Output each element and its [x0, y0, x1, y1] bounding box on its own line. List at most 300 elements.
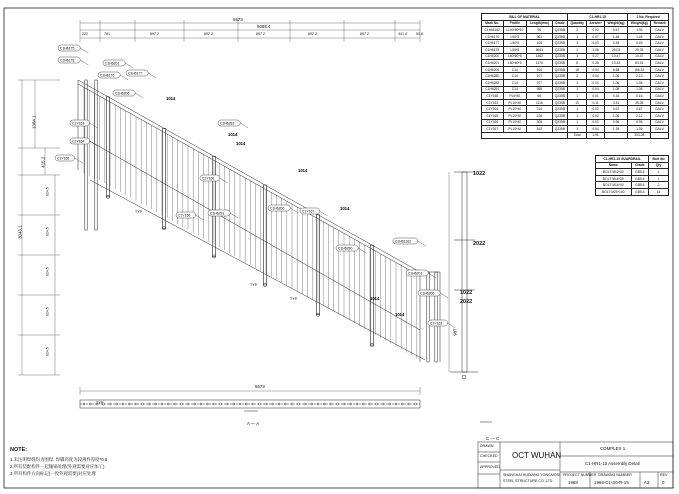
- bom-cell: 226: [527, 112, 553, 119]
- bom-cell: PL10*40: [503, 112, 527, 119]
- bom-row: [482, 79, 669, 86]
- leader-line: [75, 158, 83, 163]
- bom-cell: Q235B: [552, 53, 567, 60]
- weld-callout-1014: 1014: [236, 141, 246, 146]
- bom-cell: 2.12: [628, 112, 651, 119]
- part-tag-text: C1H6176: [100, 73, 115, 78]
- bom-cell: L50*5: [503, 33, 527, 40]
- bottom-stringer: [90, 180, 425, 360]
- bom-cell: C1H6200: [482, 53, 504, 60]
- bom-row: [482, 53, 669, 60]
- dim-right-2022-top: 2022: [473, 241, 486, 247]
- bom-cell: 1.39: [628, 126, 651, 133]
- tb-drawing-title: C1-HR1-15 Assembly Detail: [585, 461, 640, 466]
- section-c-c: [449, 172, 492, 422]
- bom-cell: 1462: [527, 53, 553, 60]
- tb-project: COMPLEX 1: [600, 446, 626, 451]
- part-tag-text: C1H6177: [128, 71, 143, 76]
- part-tag-text: C1H6280: [338, 246, 353, 251]
- bom-cell: 977: [527, 79, 553, 86]
- note-line: 2.所有装配构件一起镚锅处理(外观需要对应加工): [10, 463, 105, 469]
- typ-marker: TYP.: [290, 297, 298, 301]
- bom-cell: GALV.: [651, 112, 669, 119]
- bom-total-area: 1.91: [587, 132, 605, 139]
- bom-cell: GALV.: [651, 86, 669, 93]
- bolt-header-cell: Qty: [649, 162, 669, 169]
- bom-cell: C1H6178: [482, 46, 504, 53]
- bolt-list-table: [595, 155, 669, 196]
- bom-row: [482, 73, 669, 80]
- part-tag-text: C1Y167: [302, 209, 315, 214]
- bom-cell: Q235B: [552, 46, 567, 53]
- bom-cell: C1H61162: [482, 27, 504, 34]
- bom-cell: 961: [527, 33, 553, 40]
- bom-cell: C14: [503, 79, 527, 86]
- bom-cell: 1.39: [604, 126, 627, 133]
- bom-cell: 1.06: [604, 73, 627, 80]
- bolt-cell: GB5.6: [631, 169, 649, 176]
- bom-cell: C14: [503, 86, 527, 93]
- bom-cell: 6643: [527, 46, 553, 53]
- dim-top-seg-text: 90.6: [416, 32, 423, 36]
- leader-line: [418, 241, 426, 246]
- bom-header-cell: Area/m²: [587, 20, 605, 27]
- bom-cell: 985: [527, 86, 553, 93]
- bom-cell: 1: [568, 119, 587, 126]
- bolt-cell: BOLT M16*40: [596, 182, 632, 189]
- leader-line: [448, 323, 456, 328]
- tb-builder-2: STEEL STRUCTURE CO.,LTD.: [503, 479, 554, 483]
- bolt-cell: BOLT M12*30: [596, 169, 632, 176]
- bom-cell: GALV.: [651, 27, 669, 34]
- bom-cell: C1H6177: [482, 40, 504, 47]
- bom-header-cell: Mark No.: [482, 20, 504, 27]
- tb-drawn: DRAWN: [480, 444, 494, 448]
- weld-callout-1014: 1014: [340, 206, 350, 211]
- bom-cell: C14: [503, 66, 527, 73]
- bom-cell: 0.11: [587, 99, 605, 106]
- bom-cell: 0.67: [628, 106, 651, 113]
- bom-cell: PL10*40: [503, 99, 527, 106]
- bom-cell: 0.49: [604, 40, 627, 47]
- bom-assembly: C1-HR1-15: [568, 14, 628, 21]
- bom-header-cell: Profile: [503, 20, 527, 27]
- dim-left-seg-text: 624.5: [45, 347, 50, 357]
- bom-cell: GALV.: [651, 46, 669, 53]
- landing-post: [85, 80, 87, 230]
- bom-cell: 0.27: [587, 53, 605, 60]
- bom-row: [482, 66, 669, 73]
- bom-cell: 25.03: [628, 46, 651, 53]
- leader-line: [90, 141, 98, 146]
- bom-cell: 1.06: [604, 112, 627, 119]
- bom-header-cell: Length(mm): [527, 20, 553, 27]
- bom-cell: Q235B: [552, 66, 567, 73]
- leader-line: [220, 178, 228, 183]
- bom-cell: Q235B: [552, 40, 567, 47]
- leader-line: [80, 60, 88, 65]
- tb-proj-no-label: PROJECT NUMBER: [563, 473, 597, 477]
- bom-header-cell: Weight(kg): [628, 20, 651, 27]
- bom-cell: 1.46: [628, 33, 651, 40]
- part-tag-text: C1Y165: [57, 156, 70, 161]
- bom-cell: 1.46: [604, 33, 627, 40]
- bom-cell: Q235B: [552, 33, 567, 40]
- part-tag-text: C1Y164: [72, 139, 85, 144]
- bom-cell: 1.35: [628, 27, 651, 34]
- bom-title: BILL OF MATERIAL: [482, 14, 568, 21]
- notes-title: NOTE:: [10, 447, 28, 453]
- bom-cell: C1H6280: [482, 73, 504, 80]
- tb-company: OCT WUHAN: [512, 451, 562, 460]
- bom-cell: 1: [568, 40, 587, 47]
- bom-cell: 1: [568, 112, 587, 119]
- tb-dwg-no: 1968-C1-S0-R-15: [594, 480, 629, 485]
- bom-cell: 69: [527, 93, 553, 100]
- bom-cell: 0.02: [587, 112, 605, 119]
- dim-left-seg-text: 624.5: [45, 187, 50, 197]
- bom-cell: L60*60*5: [503, 53, 527, 60]
- bom-cell: C1Y164: [482, 106, 504, 113]
- tb-proj-no: 1968: [568, 480, 578, 485]
- bom-cell: 443: [527, 126, 553, 133]
- bolt-right-label: Bolt list: [649, 156, 669, 163]
- bom-row: [482, 40, 669, 47]
- bom-cell: 1.06: [604, 79, 627, 86]
- bom-cell: 18: [568, 66, 587, 73]
- part-tag-text: C1H61162: [395, 239, 411, 244]
- tb-builder-1: SHANGHAI HUDIANG YONGMOSI: [503, 473, 561, 477]
- bom-cell: 1470: [527, 60, 553, 67]
- bom-cell: 0.04: [587, 73, 605, 80]
- bom-cell: 90: [527, 27, 553, 34]
- bom-cell: 1.06: [587, 46, 605, 53]
- bom-cell: 0.01: [587, 93, 605, 100]
- bom-row: [482, 93, 669, 100]
- bom-cell: Q235B: [552, 27, 567, 34]
- bom-cell: GALV.: [651, 119, 669, 126]
- bom-cell: Q235B: [552, 119, 567, 126]
- note-line: 3.所有构件方向标记(一致外观需要)对应处理: [10, 471, 96, 477]
- bom-cell: 977: [527, 73, 553, 80]
- dim-top-seg-text: 897.2: [150, 32, 159, 36]
- bom-cell: 8: [568, 60, 587, 67]
- bom-cell: C1H6283: [482, 79, 504, 86]
- leader-line: [320, 211, 328, 216]
- tb-rev: 0: [662, 480, 665, 485]
- bom-cell: 305: [527, 119, 553, 126]
- bom-cell: 0.16: [604, 93, 627, 100]
- bom-cell: GALV.: [651, 73, 669, 80]
- landing-post: [95, 80, 97, 230]
- bom-cell: 1: [568, 33, 587, 40]
- bom-cell: 0.07: [587, 33, 605, 40]
- leader-line: [230, 213, 238, 218]
- bom-cell: Q235B: [552, 126, 567, 133]
- typ-marker: TYP.: [250, 283, 258, 287]
- bom-cell: GALV.: [651, 33, 669, 40]
- leader-line: [148, 73, 156, 78]
- bom-cell: GALV.: [651, 79, 669, 86]
- bolt-cell: BOLT M16*35: [596, 175, 632, 182]
- general-notes: [10, 448, 107, 477]
- bom-cell: 0.67: [604, 27, 627, 34]
- bom-cell: GALV.: [651, 53, 669, 60]
- bolt-title: C1-HR1-15 GUARDRAIL: [596, 156, 649, 163]
- bom-row: [482, 106, 669, 113]
- dim-bottom-overall: 5573: [255, 384, 265, 389]
- part-tag-text: C1H6283: [220, 121, 235, 126]
- tb-approved: APPROVED: [480, 465, 500, 469]
- leader-line: [125, 63, 133, 68]
- tb-checked: CHECKED: [480, 454, 498, 458]
- bom-cell: Q235B: [552, 73, 567, 80]
- weld-callout-1014: 1014: [298, 168, 308, 173]
- part-tag-text: C1H6178: [60, 58, 75, 63]
- bom-cell: 2: [568, 73, 587, 80]
- leader-line: [440, 293, 448, 298]
- bolt-cell: BOLT M20*100: [596, 188, 632, 195]
- notes-lines: [10, 458, 107, 477]
- bom-cell: Q235B: [552, 86, 567, 93]
- weld-callout-1014: 1014: [370, 296, 380, 301]
- leader-line: [240, 123, 248, 128]
- part-tag-text: C1Y163: [72, 121, 85, 126]
- bom-row: [482, 46, 669, 53]
- bom-row: [482, 99, 669, 106]
- bom-cell: Q235B: [552, 79, 567, 86]
- tb-rev-label: REV: [660, 473, 668, 477]
- leader-line: [358, 248, 366, 253]
- leader-line: [196, 215, 204, 220]
- bom-cell: L50*5: [503, 40, 527, 47]
- bolt-cell: 1: [649, 169, 669, 176]
- part-tag-text: C1H6291: [210, 211, 225, 216]
- bom-cell: 0.04: [587, 86, 605, 93]
- bom-cell: 0.28: [587, 60, 605, 67]
- part-tags: [55, 45, 456, 405]
- main-post: [107, 97, 110, 197]
- bom-cell: 0.96: [628, 119, 651, 126]
- section-anchor: [462, 375, 466, 379]
- bolt-cell: 14: [649, 188, 669, 195]
- bom-cell: 156.32: [628, 66, 651, 73]
- bom-cell: PL6*50: [503, 93, 527, 100]
- bom-cell: 1: [568, 46, 587, 53]
- typ-marker: TYP.: [96, 401, 104, 405]
- bom-cell: GALV.: [651, 93, 669, 100]
- bom-cell: C1Y167: [482, 126, 504, 133]
- section-label-cc: C — C: [486, 436, 500, 441]
- dim-left-seg-text: 624.5: [45, 267, 50, 277]
- dim-left-sub1: 1384.1: [31, 115, 37, 129]
- bom-cell: 0.49: [628, 40, 651, 47]
- bom-cell: C1H6201: [482, 60, 504, 67]
- bom-cell: 0.16: [628, 93, 651, 100]
- bom-header-cell: Grade: [552, 20, 567, 27]
- leader-line: [80, 48, 88, 53]
- bolt-row: [596, 175, 669, 182]
- bom-cell: PL10*40: [503, 126, 527, 133]
- bom-cell: 1: [568, 106, 587, 113]
- bom-cell: C14: [503, 73, 527, 80]
- weld-callout-1014: 1014: [395, 312, 405, 317]
- bom-cell: 35.05: [628, 99, 651, 106]
- dim-left-seg-text: 624.5: [45, 227, 50, 237]
- bom-cell: 0.02: [587, 106, 605, 113]
- bolt-row: [596, 188, 669, 195]
- bom-cell: 0.04: [587, 126, 605, 133]
- bom-cell: 1.06: [628, 79, 651, 86]
- leader-line: [90, 123, 98, 128]
- bom-cell: Q235B: [552, 106, 567, 113]
- handrail-top: [78, 80, 420, 272]
- bom-cell: 83.41: [628, 60, 651, 67]
- bom-cell: GALV.: [651, 106, 669, 113]
- dim-top-seg-text: 897.2: [360, 32, 369, 36]
- bom-cell: 0.96: [604, 119, 627, 126]
- bolt-cell: GB5.6: [631, 175, 649, 182]
- part-tag-text: C1H6175: [60, 46, 75, 51]
- dim-top-sub: 5088.4: [257, 24, 271, 29]
- bom-row: [482, 112, 669, 119]
- tb-dwg-no-label: DRAWING NUMBER: [598, 473, 632, 477]
- bolt-cell: GB5.6: [631, 182, 649, 189]
- section-label-aa: A — A: [247, 421, 260, 426]
- dim-right-1022-low: 1022: [460, 290, 473, 296]
- bom-cell: Q235B: [552, 112, 567, 119]
- bom-cell: 0.03: [587, 40, 605, 47]
- bom-cell: C1Y165: [482, 112, 504, 119]
- leader-line: [120, 75, 128, 80]
- bom-cell: 10: [568, 99, 587, 106]
- bom-cell: Q235B: [552, 99, 567, 106]
- note-line: 1.未注明焊缝均为围焊, 焊脚高度为较薄件厚度*0.8: [10, 456, 108, 462]
- bom-cell: 3.51: [604, 99, 627, 106]
- bom-cell: C1Y166: [482, 119, 504, 126]
- bom-cell: 1: [568, 53, 587, 60]
- bom-header-cell: Remark: [651, 20, 669, 27]
- bom-cell: Q235B: [552, 60, 567, 67]
- tb-size: A3: [644, 480, 650, 485]
- bom-cell: 910: [527, 66, 553, 73]
- bom-total-weight: 303.08: [628, 132, 651, 139]
- bom-row: [482, 126, 669, 133]
- section-post: [462, 172, 467, 372]
- bom-cell: 0.67: [604, 106, 627, 113]
- dim-top-seg-text: 897.2: [308, 32, 317, 36]
- dim-top-seg-text: 897.2: [256, 32, 265, 36]
- dim-top-overall: 5573: [233, 17, 243, 22]
- dim-top-seg-text: 222: [82, 32, 88, 36]
- bom-cell: 1.08: [628, 86, 651, 93]
- bom-cell: 1: [568, 79, 587, 86]
- dim-left-overall: 3043.1: [17, 225, 23, 239]
- bom-required: 1 No. Required: [628, 14, 669, 21]
- bom-cell: 0.04: [587, 79, 605, 86]
- bom-cell: 105: [527, 40, 553, 47]
- bolt-cell: 2: [649, 182, 669, 189]
- bolt-cell: GB5.6: [631, 188, 649, 195]
- bom-total-label: Total: [568, 132, 587, 139]
- bom-cell: 25.03: [604, 46, 627, 53]
- bolt-cell: 1: [649, 175, 669, 182]
- bolt-row: [596, 182, 669, 189]
- plan-view-a-a: [80, 400, 420, 411]
- bom-cell: 1116: [527, 99, 553, 106]
- bom-cell: 1: [568, 126, 587, 133]
- bom-header-cell: Quantity: [568, 20, 587, 27]
- bom-cell: 0.03: [587, 119, 605, 126]
- bom-cell: L50*5: [503, 46, 527, 53]
- dim-left-seg-text: 624.5: [45, 307, 50, 317]
- bom-cell: 0.04: [587, 66, 605, 73]
- bom-row: [482, 60, 669, 67]
- weld-callout-1014: 1014: [228, 132, 238, 137]
- bom-cell: C1H6206: [482, 66, 504, 73]
- part-tag-text: C1Y166: [202, 176, 215, 181]
- bom-cell: GALV.: [651, 99, 669, 106]
- bolt-header-cell: Grade: [631, 162, 649, 169]
- main-post: [163, 128, 166, 228]
- bom-cell: GALV.: [651, 126, 669, 133]
- bom-cell: 1.08: [604, 86, 627, 93]
- part-tag-text: C1Y163: [430, 321, 443, 326]
- bom-cell: GALV.: [651, 40, 669, 47]
- bom-cell: C1H6176: [482, 33, 504, 40]
- bom-cell: 2.13: [628, 73, 651, 80]
- leader-line: [135, 93, 143, 98]
- bom-cell: 10.47: [628, 53, 651, 60]
- bom-cell: 1: [568, 86, 587, 93]
- part-tag-text: C1H6206: [420, 291, 435, 296]
- bom-cell: PL10*40: [503, 106, 527, 113]
- bolt-row: [596, 169, 669, 176]
- bom-row: [482, 119, 669, 126]
- part-tag-text: C1H6201: [408, 271, 423, 276]
- typ-marker: TYP.: [135, 210, 143, 214]
- part-tag-text: C1H6200: [270, 206, 285, 211]
- bom-cell: 10.47: [604, 53, 627, 60]
- bom-cell: 10.43: [604, 60, 627, 67]
- bom-row: [482, 86, 669, 93]
- handrail-top-inner: [78, 84, 423, 276]
- bom-cell: C1Y156: [482, 93, 504, 100]
- part-tag-text: C1H6201: [105, 61, 120, 66]
- landing-post: [435, 272, 437, 362]
- bom-row: [482, 27, 669, 34]
- bom-cell: PL10*40: [503, 119, 527, 126]
- part-tag-text: C1Y156: [178, 213, 191, 218]
- bom-header-cell: Weight(kg): [604, 20, 627, 27]
- railing-elevation: [78, 80, 443, 362]
- bom-cell: 8.68: [604, 66, 627, 73]
- bom-cell: GALV.: [651, 66, 669, 73]
- bom-cell: 0.02: [587, 27, 605, 34]
- bom-row: [482, 33, 669, 40]
- weld-callout-1014: 1014: [166, 96, 176, 101]
- bom-cell: 1: [568, 93, 587, 100]
- bolt-header-cell: Name: [596, 162, 632, 169]
- bom-cell: L100*80*10: [503, 27, 527, 34]
- dim-right-1022-top: 1022: [473, 171, 486, 177]
- bom-cell: GALV.: [651, 60, 669, 67]
- landing-post: [427, 272, 429, 362]
- dim-top-seg-text: 441.4: [398, 32, 407, 36]
- bill-of-material-table: [481, 13, 669, 139]
- dim-right-height: 987: [452, 328, 458, 336]
- bom-cell: C1H6291: [482, 86, 504, 93]
